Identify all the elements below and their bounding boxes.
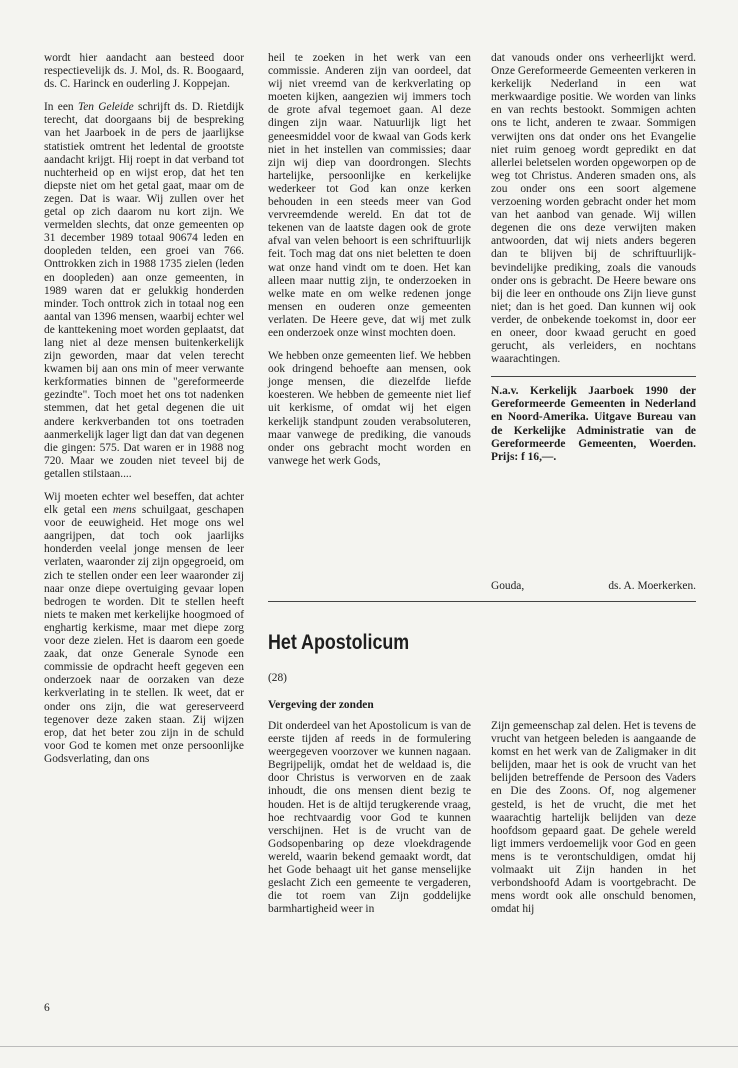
installment-number: (28) — [268, 672, 287, 684]
column-left — [44, 52, 244, 776]
text-run: Wij moeten echter wel beseffen, dat achter elk getal een — [44, 491, 244, 517]
signature-name: ds. A. Moerkerken. — [608, 580, 696, 592]
divider — [491, 376, 696, 377]
section-title: Het Apostolicum — [268, 631, 410, 654]
page-edge — [0, 1046, 738, 1047]
paragraph: wordt hier aandacht aan besteed door respectievelijk ds. J. Mol, ds. R. Boogaard, ds. C. Harinck en ouderling J. Koppejan. — [44, 52, 244, 91]
signature — [491, 580, 696, 592]
text-run: schrijft ds. D. Rietdijk terecht, dat doorgaans bij de bespreking van het Jaarboek in de pers de jaarlijkse statistiek omtrent het ledental de grootste aandacht krijgt. Hij roept in dat verband tot nuchterheid op en wijst erop, dat het ten diepste niet om het getal gaat, maar om de zegen. Dat is waar. Wij zullen over het getal op zich daarom nu kort zijn. We vermelden slechts, dat onze gemeenten op 31 december 1989 totaal 90674 leden en doopleden telden, een groei van 766. Onttrokken zich in 1988 1735 zielen (leden en doopleden) aan onze gemeenten, in 1989 waren dat er gelukkig honderden minder. Toch onttrok zich in totaal nog een aantal van 1396 mensen, waarbij echter wel de kanttekening moet worden geplaatst, dat lang niet al deze mensen buitenkerkelijk zijn geworden, maar dat velen terecht kwamen bij aan ons min of meer verwante kerkformaties binnen de "gereformeerde gezindte". Toch moet het ons tot nadenken stemmen, dat het getal degenen die uit andere kerkverbanden tot ons toetraden aanmerkelijk lager ligt dan dat van degenen die gingen: 575. Dat waren er in 1988 nog 720. Maar we zouden niet teveel bij de getallen stilstaan.... — [44, 101, 244, 480]
emphasis: mens — [112, 504, 137, 517]
paragraph: Zijn gemeenschap zal delen. Het is tevens de vrucht van hetgeen beleden is aangaande de komst en het werk van de Zaligmaker in dit belijden, maar het is ook de vrucht van het belijden betreffende de Persoon des Vaders en Die des Zoons. Of, nog algemener gesteld, is het de vrucht, die met het waarachtig hartelijk belijden van deze hoofdsom gepaard gaat. De gehele wereld ligt immers verdoemelijk voor God en geen mens is te verontschuldigen, omdat hij volmaakt uit Zijn handen in het verbondshoofd Adam is voortgebracht. De mens wordt ook alle onschuld benomen, omdat hij — [491, 720, 696, 916]
paragraph: Dit onderdeel van het Apostolicum is van de eerste tijden af reeds in de formulering weergegeven voorzover we kunnen nagaan. Begrijpelijk, omdat het de weldaad is, die door Christus is verworven en de zaak inhoudt, die ons mensen dient bezig te houden. Het is de altijd terugkerende vraag, hoe rechtvaardig voor God te kunnen verschijnen. Het is de vrucht van de Godsopenbaring op deze vloekdragende wereld, waarin bekend gemaakt wordt, dat het Gode behaagt uit het ganse menselijke geslacht Zich een gemeente te vergaderen, die tot roem van Zijn goddelijke barmhartigheid weer in — [268, 720, 471, 916]
signature-place: Gouda, — [491, 580, 525, 592]
paragraph: We hebben onze gemeenten lief. We hebben ook dringend behoefte aan mensen, ook jonge mensen, die diezelfde liefde koesteren. We hebben de gemeente niet lief uit kerkisme, of omdat wij het eigen kerkelijk standpunt zouden verabsoluteren, maar vanwege de prediking, die vanouds onder ons gebracht mocht worden en vanwege het werk Gods, — [268, 350, 471, 467]
paragraph — [44, 491, 244, 766]
column-right — [491, 52, 696, 474]
section-column-middle — [268, 720, 471, 926]
text-run: In een — [44, 101, 78, 114]
book-title: Ten Geleide — [77, 101, 134, 114]
paragraph: dat vanouds onder ons verheerlijkt werd. Onze Gereformeerde Gemeenten verkeren in kerkelijk Nederland in een wat merkwaardige positie. We worden van links en van rechts bestookt. Sommigen achten ons te licht, anderen te zwaar. Sommigen verwijten ons dat onder ons het Evangelie niet ruim genoeg wordt gepredikt en dat allerlei beletselen worden opgeworpen op de weg tot Christus. Anderen smaden ons, als zou onder ons een soort algemene verzoening worden gebracht onder het mom van het aanbod van genade. Wij willen degenen die ons deze verwijten maken antwoorden, dat wij niets anders begeren dan te blijven bij de schriftuurlijk-bevindelijke prediking, zoals die vanouds onder ons is gebracht. De Heere beware ons bij die leer en onthoude ons Zijn lieve gunst niet; dan is het goed. Dan kunnen wij ook verder, de onbekende toekomst in, door eer en oneer, door kwaad gerucht en goed gerucht, als verleiders, en nochtans waarachtingen. — [491, 52, 696, 366]
column-middle — [268, 52, 471, 478]
source-note: N.a.v. Kerkelijk Jaarboek 1990 der Gereformeerde Gemeenten in Nederland en Noord-Amerika. Uitgave Bureau van de Kerkelijke Administratie van de Gereformeerde Gemeenten, Woerden. Prijs: f 16,—. — [491, 385, 696, 463]
paragraph: heil te zoeken in het werk van een commissie. Anderen zijn van oordeel, dat wij niet vreemd van de kerkverlating op moeten kijken, aangezien wij immers toch de grote afval tegemoet gaan. Al deze dingen zijn waar. Natuurlijk ligt het geneesmiddel voor de kwaal van Gods kerk niet in het instellen van commissies; daar zijn wij diep van doordrongen. Slechts hartelijke, persoonlijke en kerkelijke wederkeer tot God kan onze kerken behouden in een steeds meer van God vervreemdende wereld. En dat tot de tekenen van de laatste dagen ook de grote afval van velen behoort is een schriftuurlijk feit. Toch mag dat ons niet beletten te doen wat onze hand vindt om te doen. Het kan alleen maar nuttig zijn, te onderzoeken in welke mate en om welke redenen jonge mensen en ouderen onze gemeenten verlaten. De Heere geve, dat wij met zulk een onderzoek onze winst mochten doen. — [268, 52, 471, 339]
paragraph — [44, 101, 244, 481]
subheading: Vergeving der zonden — [268, 699, 374, 711]
page-number: 6 — [44, 1002, 50, 1014]
section-column-right — [491, 720, 696, 926]
text-run: schuilgaat, geschapen voor de eeuwigheid. Het moge ons wel aangrijpen, dat toch ook jaarlijks honderden veelal jonge mensen de leer verlaten, waaronder zij zijn opgegroeid, om zich te stellen onder een leer waaronder zij naar onze diepe overtuiging gevaar lopen bedrogen te worden. Dit te stellen heeft niets te maken met kerkelijke hoogmoed of enghartig kerkisme, maar met diepe zorg voor deze zielen. Het is daarom een goede zaak, dat onze Generale Synode een commissie de opdracht heeft gegeven een onderzoek naar de oorzaken van deze kerkverlating in te stellen. Ik weet, dat er onder ons zijn, die wat gereserveerd tegenover deze zaken staan. Zij wijzen erop, dat het beter zou zijn in de schuld voor God te komen met onze persoonlijke Godsverlating, dan ons — [44, 504, 244, 765]
section-divider — [268, 601, 696, 602]
